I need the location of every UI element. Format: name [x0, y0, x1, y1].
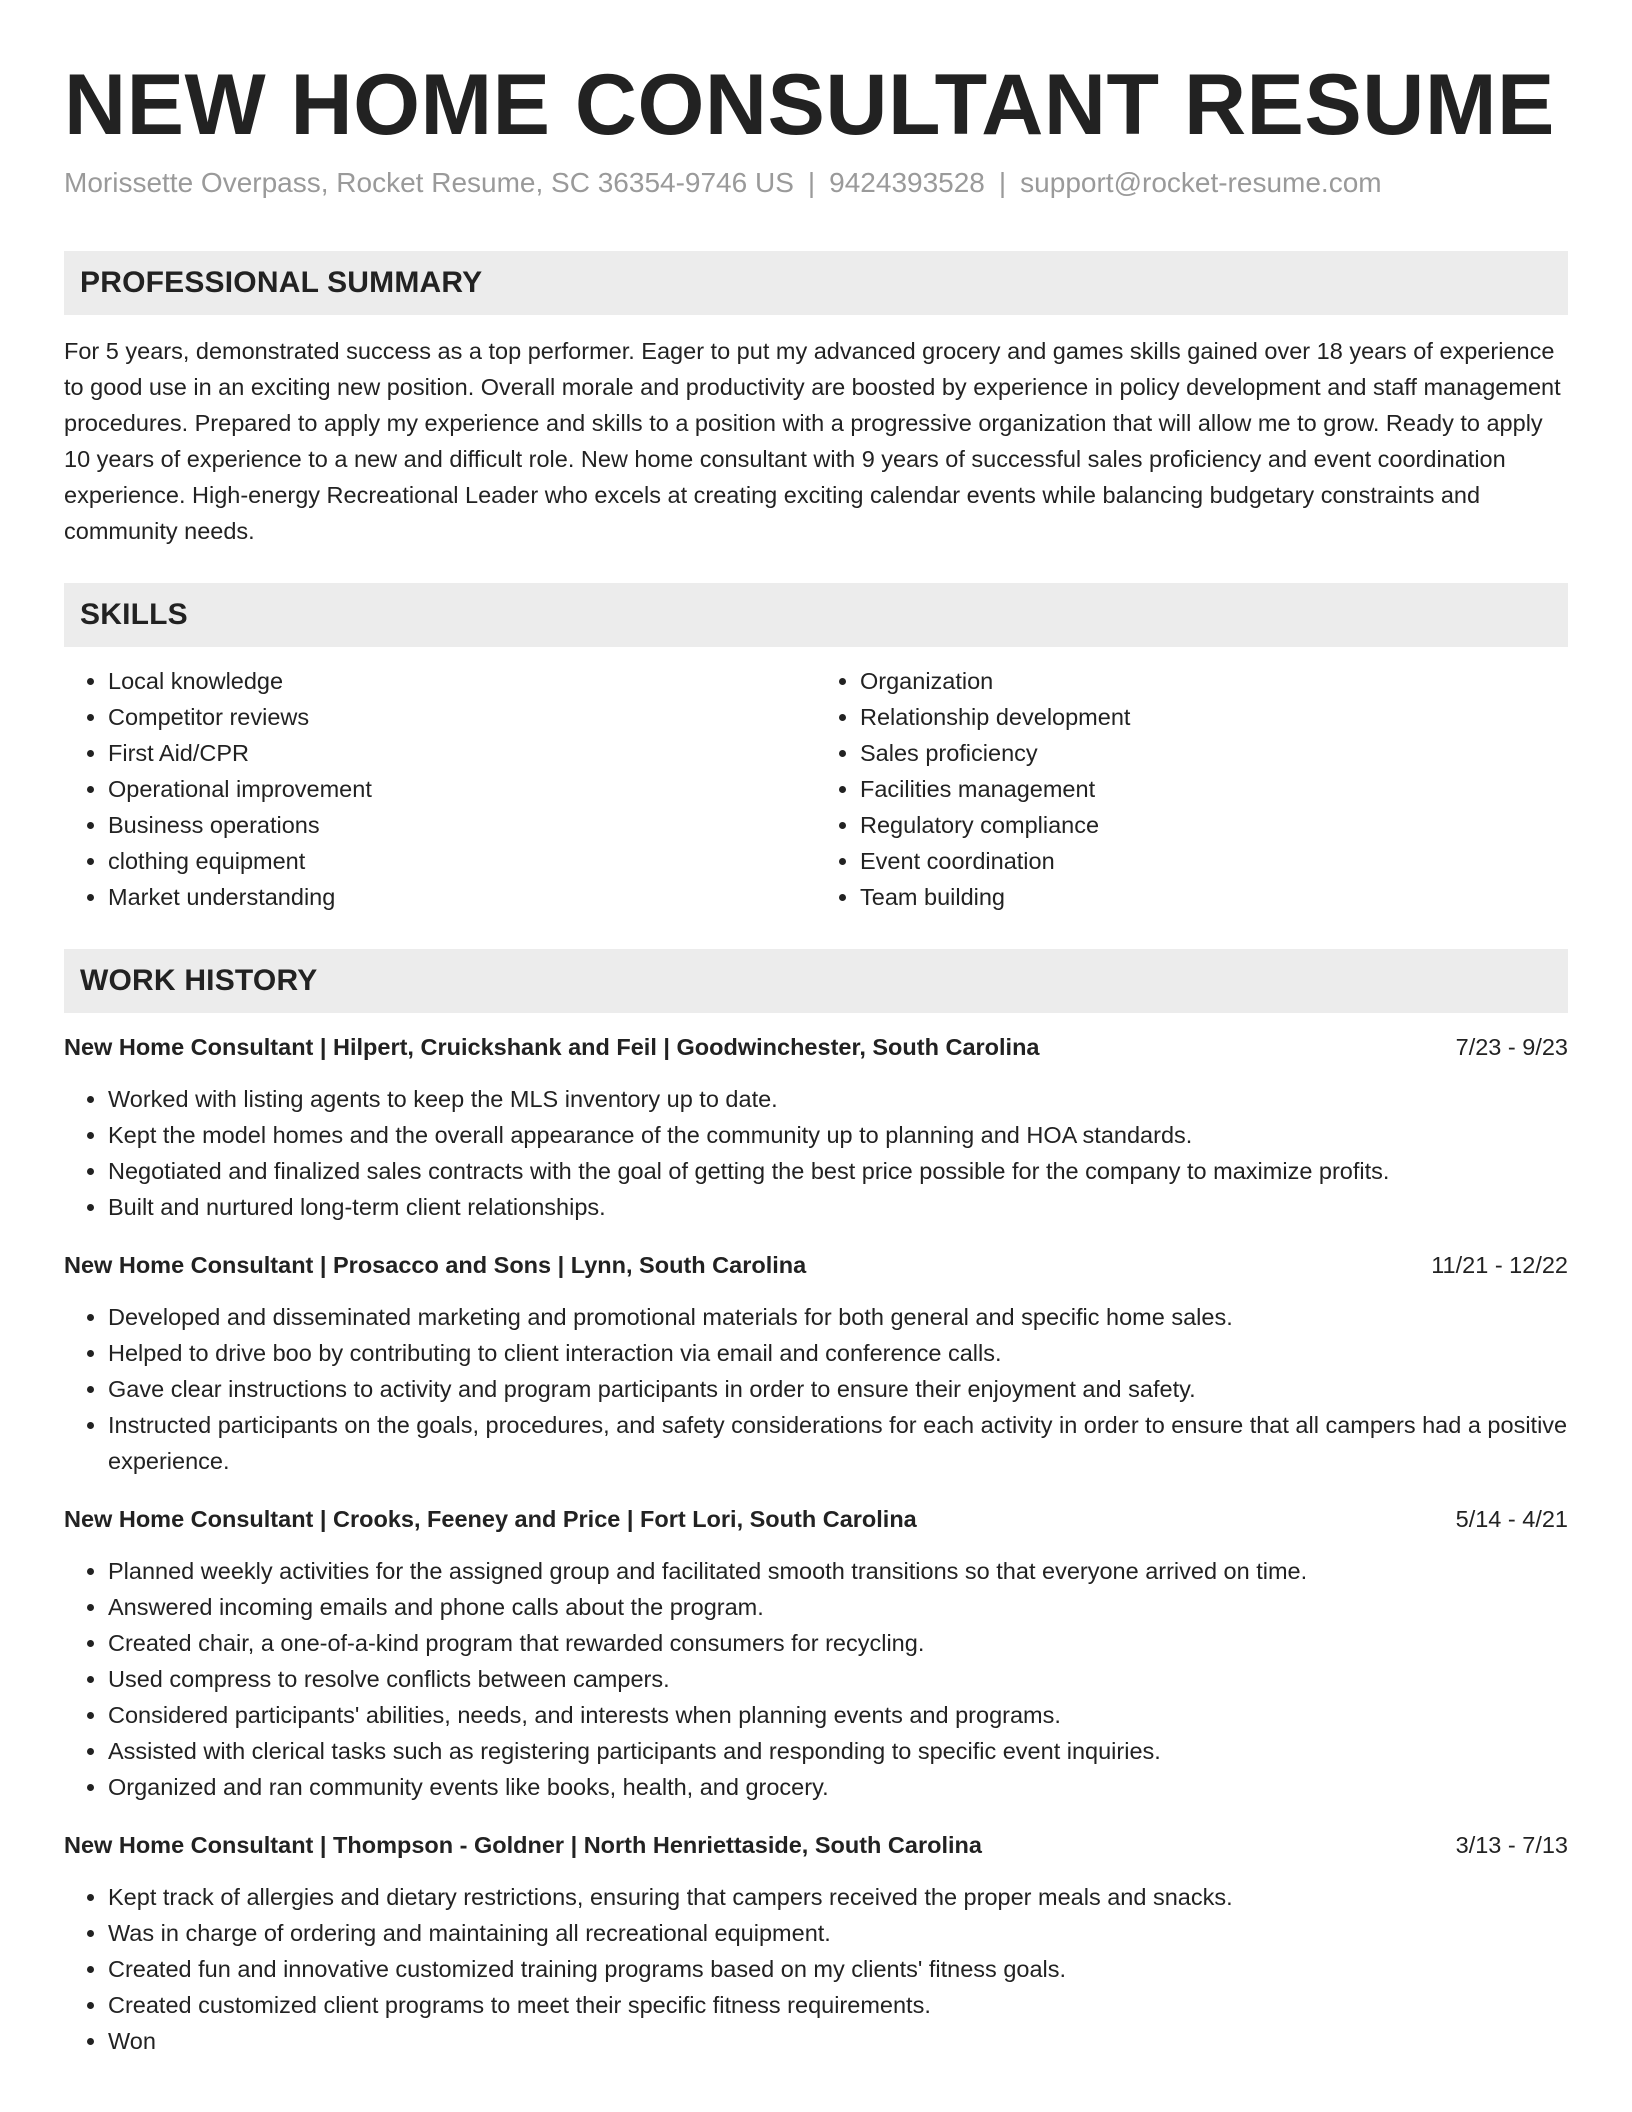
skill-item: • Organization	[860, 663, 1568, 699]
resume-title: NEW HOME CONSULTANT RESUME	[64, 57, 1555, 153]
skill-item: • Team building	[860, 879, 1568, 915]
job-header	[64, 1501, 1568, 1537]
skill-item: • Relationship development	[860, 699, 1568, 735]
job-dates: 3/13 - 7/13	[1455, 1832, 1568, 1859]
job-bullets	[64, 1553, 1568, 1805]
job-bullet: • Gave clear instructions to activity and program participants in order to ensure their enjoyment and safety.	[108, 1371, 1568, 1407]
skill-item: • Competitor reviews	[108, 699, 816, 735]
job-title: New Home Consultant | Crooks, Feeney and Price | Fort Lori, South Carolina	[64, 1506, 917, 1533]
job-bullet: • Built and nurtured long-term client relationships.	[108, 1189, 1568, 1225]
skill-item: • clothing equipment	[108, 843, 816, 879]
skill-item: • Sales proficiency	[860, 735, 1568, 771]
section-heading-skills: SKILLS	[64, 583, 1568, 647]
job-bullets	[64, 1299, 1568, 1479]
skill-item: • Market understanding	[108, 879, 816, 915]
skills-column-right	[816, 663, 1568, 915]
job-bullet: • Developed and disseminated marketing and promotional materials for both general and specific home sales.	[108, 1299, 1568, 1335]
contact-separator: |	[998, 166, 1007, 198]
skills-list	[64, 663, 1568, 915]
job-bullet: • Created chair, a one-of-a-kind program that rewarded consumers for recycling.	[108, 1625, 1568, 1661]
job-bullet: • Negotiated and finalized sales contracts with the goal of getting the best price possible for the company to maximize profits.	[108, 1153, 1568, 1189]
job-dates: 5/14 - 4/21	[1455, 1506, 1568, 1533]
job-bullet: • Answered incoming emails and phone calls about the program.	[108, 1589, 1568, 1625]
job-bullet: • Considered participants' abilities, needs, and interests when planning events and programs.	[108, 1697, 1568, 1733]
skill-item: • First Aid/CPR	[108, 735, 816, 771]
skill-item: • Operational improvement	[108, 771, 816, 807]
skill-item: • Business operations	[108, 807, 816, 843]
job-bullet: • Instructed participants on the goals, procedures, and safety considerations for each activity in order to ensure that all campers had a positive experience.	[108, 1407, 1568, 1479]
contact-line	[64, 165, 1568, 201]
job-entry	[64, 1029, 1568, 1225]
job-bullet: • Kept the model homes and the overall appearance of the community up to planning and HOA standards.	[108, 1117, 1568, 1153]
job-bullet: • Created fun and innovative customized training programs based on my clients' fitness goals.	[108, 1951, 1568, 1987]
section-heading-work-history: WORK HISTORY	[64, 949, 1568, 1013]
job-bullet: • Won	[108, 2023, 1568, 2059]
skill-item: • Event coordination	[860, 843, 1568, 879]
job-header	[64, 1827, 1568, 1863]
job-bullet: • Was in charge of ordering and maintaining all recreational equipment.	[108, 1915, 1568, 1951]
skills-column-left	[64, 663, 816, 915]
job-entry	[64, 1247, 1568, 1479]
job-title: New Home Consultant | Thompson - Goldner | North Henriettaside, South Carolina	[64, 1832, 982, 1859]
summary-text: For 5 years, demonstrated success as a top performer. Eager to put my advanced grocery and games skills gained over 18 years of experience to good use in an exciting new position. Overall morale and productivity are boosted by experience in policy development and staff management procedures. Prepared to apply my experience and skills to a position with a progressive organization that will allow me to grow. Ready to apply 10 years of experience to a new and difficult role. New home consultant with 9 years of successful sales proficiency and event coordination experience. High-energy Recreational Leader who excels at creating exciting calendar events while balancing budgetary constraints and community needs.	[64, 338, 1561, 545]
job-bullet: • Planned weekly activities for the assigned group and facilitated smooth transitions so that everyone arrived on time.	[108, 1553, 1568, 1589]
skill-item: • Facilities management	[860, 771, 1568, 807]
contact-address: Morissette Overpass, Rocket Resume, SC 36354-9746 US	[64, 166, 794, 198]
job-bullets	[64, 1081, 1568, 1225]
skill-item: • Local knowledge	[108, 663, 816, 699]
job-title: New Home Consultant | Prosacco and Sons | Lynn, South Carolina	[64, 1252, 807, 1279]
job-bullets	[64, 1879, 1568, 2059]
job-header	[64, 1029, 1568, 1065]
job-bullet: • Helped to drive boo by contributing to client interaction via email and conference calls.	[108, 1335, 1568, 1371]
contact-separator: |	[807, 166, 816, 198]
job-bullet: • Worked with listing agents to keep the MLS inventory up to date.	[108, 1081, 1568, 1117]
job-entry	[64, 1501, 1568, 1805]
skill-item: • Regulatory compliance	[860, 807, 1568, 843]
job-bullet: • Created customized client programs to meet their specific fitness requirements.	[108, 1987, 1568, 2023]
section-heading-summary: PROFESSIONAL SUMMARY	[64, 251, 1568, 315]
job-bullet: • Used compress to resolve conflicts between campers.	[108, 1661, 1568, 1697]
job-bullet: • Assisted with clerical tasks such as registering participants and responding to specific event inquiries.	[108, 1733, 1568, 1769]
contact-phone: 9424393528	[829, 166, 985, 198]
job-entry	[64, 1827, 1568, 2059]
job-dates: 7/23 - 9/23	[1455, 1034, 1568, 1061]
job-header	[64, 1247, 1568, 1283]
job-bullet: • Kept track of allergies and dietary restrictions, ensuring that campers received the proper meals and snacks.	[108, 1879, 1568, 1915]
contact-email: support@rocket-resume.com	[1020, 166, 1382, 198]
job-bullet: • Organized and ran community events like books, health, and grocery.	[108, 1769, 1568, 1805]
job-dates: 11/21 - 12/22	[1431, 1252, 1568, 1279]
job-title: New Home Consultant | Hilpert, Cruickshank and Feil | Goodwinchester, South Carolina	[64, 1034, 1040, 1061]
